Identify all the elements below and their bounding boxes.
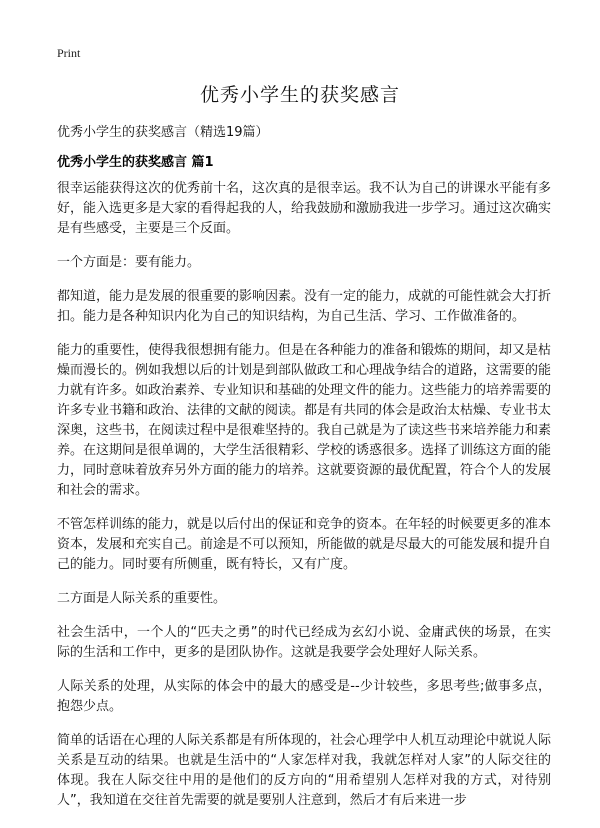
paragraph: 很幸运能获得这次的优秀前十名，这次真的是很幸运。我不认为自己的讲课水平能有多好，能入选更多是大家的看得起我的人，给我鼓励和激励我进一步学习。通过这次确实是有些感受，主要是三个反面。 [57,181,552,236]
document-subtitle: 优秀小学生的获奖感言（精选19篇） [57,125,269,140]
paragraph: 二方面是人际关系的重要性。 [57,591,227,606]
section-heading: 优秀小学生的获奖感言 篇1 [57,155,214,170]
paragraph: 一个方面是：要有能力。 [57,255,201,270]
article-body [57,179,551,825]
paragraph: 能力的重要性，使得我很想拥有能力。但是在各种能力的准备和锻炼的期间，却又是枯燥而漫长的。例如我想以后的计划是到部队做政工和心理战争结合的道路，这需要的能力就有许多。如政治素养、专业知识和基础的处理文件的能力。这些能力的培养需要的许多专业书籍和政治、法律的文献的阅读。都是有共同的体会是政治太枯燥、专业书太深奥，这些书，在阅读过程中是很难坚持的。我自己就是为了读这些书来培养能力和素养。在这期间是很单调的，大学生活很精彩、学校的诱惑很多。选择了训练这方面的能力，同时意味着放弃另外方面的能力的培养。这就要资源的最优配置，符合个人的发展和社会的需求。 [57,343,552,498]
paragraph: 不管怎样训练的能力，就是以后付出的保证和竞争的资本。在年轻的时候要更多的准本资本，发展和充实自己。前途是不可以预知，所能做的就是尽最大的可能发展和提升自己的能力。同时要有所侧重，既有特长，又有广度。 [57,517,552,572]
page-title: 优秀小学生的获奖感言 [199,84,400,106]
paragraph: 都知道，能力是发展的很重要的影响因素。没有一定的能力，成就的可能性就会大打折扣。能力是各种知识内化为自己的知识结构，为自己生活、学习、工作做准备的。 [57,289,552,324]
paragraph: 简单的话语在心理的人际关系都是有所体现的，社会心理学中人机互动理论中就说人际关系是互动的结果。也就是生活中的“人家怎样对我，我就怎样对人家”的人际交往的体现。我在人际交往中用的是他们的反方向的“用希望别人怎样对我的方式，对待别人”，我知道在交往首先需要的就是要别人注意到，然后才有后来进一步 [57,733,552,808]
paragraph: 社会生活中，一个人的“匹夫之勇”的时代已经成为玄幻小说、金庸武侠的场景，在实际的生活和工作中，更多的是团队协作。这就是我要学会处理好人际关系。 [57,625,551,660]
print-link[interactable]: Print [57,46,81,60]
paragraph: 人际关系的处理，从实际的体会中的最大的感受是--少计较些，多思考些;做事多点，抱怨少点。 [57,679,551,714]
